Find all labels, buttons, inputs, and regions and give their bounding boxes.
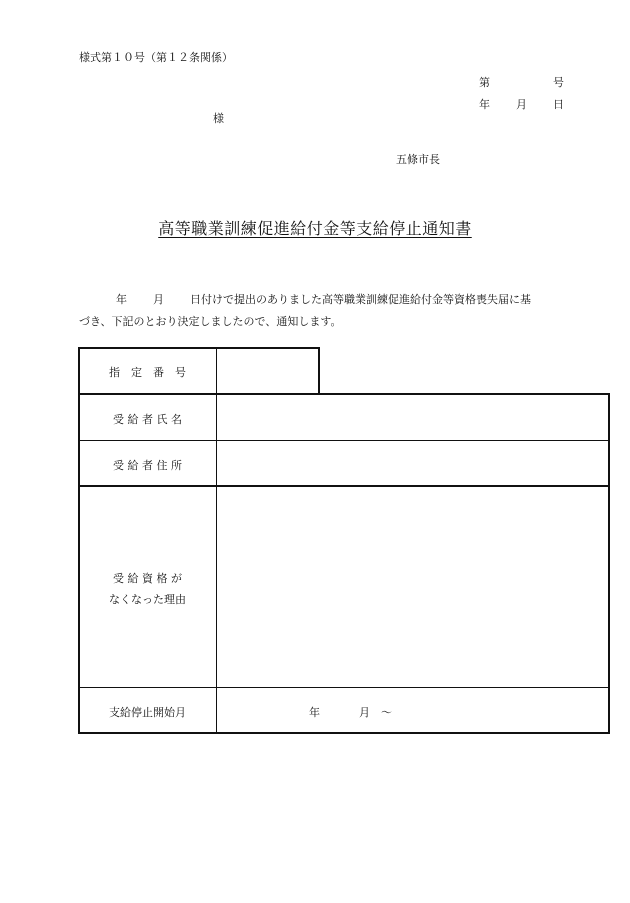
reason-label-line-1: 受 給 資 格 が: [113, 572, 182, 585]
date-month-label: 月: [516, 98, 527, 111]
sender-name: 五條市長: [396, 153, 440, 166]
body-line-1: [116, 291, 531, 307]
stop-month-label: 月: [359, 706, 370, 719]
body-line-2: づき、下記のとおり決定しましたので、通知します。: [79, 315, 342, 328]
date-year-label: 年: [479, 98, 490, 111]
body-year-label: 年: [116, 293, 127, 306]
recipient-name-label: 受 給 者 氏 名: [113, 413, 182, 426]
document-title: 高等職業訓練促進給付金等支給停止通知書: [158, 219, 472, 238]
document-number-suffix: 号: [553, 76, 564, 89]
recipient-address-label: 受 給 者 住 所: [113, 459, 182, 472]
stop-year-label: 年: [309, 706, 320, 719]
date-day-label: 日: [553, 98, 564, 111]
addressee-suffix: 様: [213, 112, 224, 125]
recipient-name-field[interactable]: [218, 396, 607, 439]
body-month-label: 月: [153, 293, 164, 306]
reason-label-line-2: なくなった理由: [109, 593, 186, 606]
recipient-address-field[interactable]: [218, 442, 607, 484]
designation-number-field[interactable]: [218, 350, 317, 393]
reason-field[interactable]: [218, 488, 607, 686]
designation-number-label: 指 定 番 号: [109, 366, 186, 379]
stop-start-month-label: 支給停止開始月: [109, 706, 186, 719]
document-number-prefix: 第: [479, 76, 490, 89]
body-line-1-text: 日付けで提出のありました高等職業訓練促進給付金等資格喪失届に基: [190, 293, 531, 306]
stop-tilde: ～: [381, 706, 392, 719]
form-number: 様式第１０号（第１２条関係）: [79, 51, 233, 64]
